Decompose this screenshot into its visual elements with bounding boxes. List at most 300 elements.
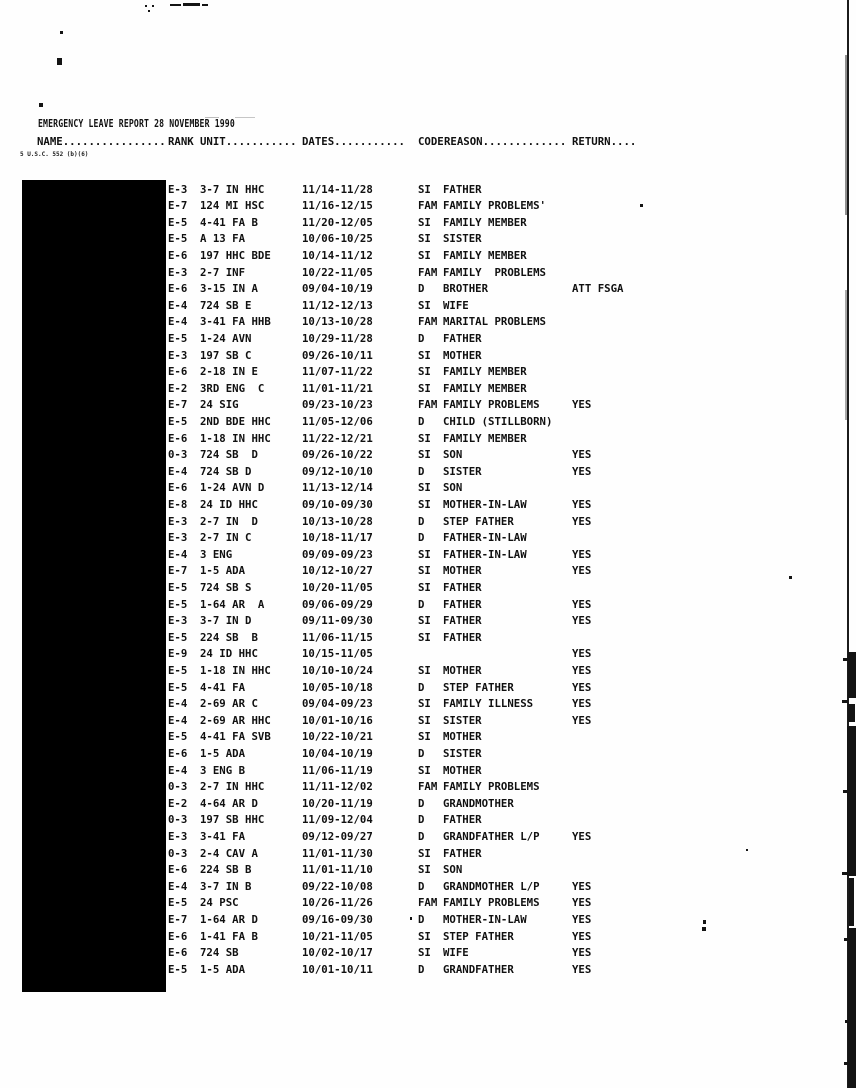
reason-cell: FATHER bbox=[443, 580, 482, 594]
return-cell: YES bbox=[572, 647, 592, 661]
code-cell: SI bbox=[418, 697, 431, 711]
code-cell: D bbox=[418, 796, 425, 810]
rank-cell: E-3 bbox=[168, 614, 188, 628]
table-row bbox=[0, 895, 856, 912]
dates-cell: 11/09-12/04 bbox=[302, 813, 373, 827]
code-cell: SI bbox=[418, 431, 431, 445]
dates-cell: 11/12-12/13 bbox=[302, 298, 373, 312]
rank-cell: E-4 bbox=[168, 298, 188, 312]
code-cell: SI bbox=[418, 448, 431, 462]
table-row bbox=[0, 397, 856, 414]
return-cell: YES bbox=[572, 697, 592, 711]
dates-cell: 10/13-10/28 bbox=[302, 514, 373, 528]
table-row bbox=[0, 580, 856, 597]
rank-cell: E-3 bbox=[168, 531, 188, 545]
dates-cell: 11/01-11/10 bbox=[302, 863, 373, 877]
rank-cell: E-7 bbox=[168, 398, 188, 412]
rank-cell: E-6 bbox=[168, 863, 188, 877]
unit-cell: 1-5 ADA bbox=[200, 746, 246, 760]
code-cell: SI bbox=[418, 215, 431, 229]
dates-cell: 11/20-12/05 bbox=[302, 215, 373, 229]
column-header-return: RETURN.... bbox=[572, 135, 637, 148]
reason-cell: STEP FATHER bbox=[443, 680, 514, 694]
dates-cell: 11/01-11/30 bbox=[302, 846, 373, 860]
rank-cell: E-3 bbox=[168, 829, 188, 843]
unit-cell: 197 HHC BDE bbox=[200, 248, 271, 262]
column-header-dates: DATES........... bbox=[302, 135, 405, 148]
reason-cell: MOTHER-IN-LAW bbox=[443, 497, 527, 511]
code-cell: SI bbox=[418, 232, 431, 246]
reason-cell: FAMILY PROBLEMS bbox=[443, 896, 540, 910]
table-row bbox=[0, 713, 856, 730]
dates-cell: 10/29-11/28 bbox=[302, 331, 373, 345]
reason-cell: GRANDFATHER bbox=[443, 962, 514, 976]
dates-cell: 10/20-11/19 bbox=[302, 796, 373, 810]
dates-cell: 11/01-11/21 bbox=[302, 381, 373, 395]
code-cell: D bbox=[418, 962, 425, 976]
return-cell: YES bbox=[572, 398, 592, 412]
rank-cell: E-9 bbox=[168, 647, 188, 661]
dates-cell: 10/05-10/18 bbox=[302, 680, 373, 694]
table-row bbox=[0, 464, 856, 481]
code-cell: SI bbox=[418, 630, 431, 644]
reason-cell: MOTHER bbox=[443, 663, 482, 677]
unit-cell: 3 ENG B bbox=[200, 763, 246, 777]
table-row bbox=[0, 414, 856, 431]
table-row bbox=[0, 945, 856, 962]
rank-cell: E-4 bbox=[168, 763, 188, 777]
reason-cell: FAMILY PROBLEMS bbox=[443, 398, 540, 412]
code-cell: SI bbox=[418, 564, 431, 578]
unit-cell: 24 ID HHC bbox=[200, 647, 258, 661]
rank-cell: E-2 bbox=[168, 381, 188, 395]
table-row bbox=[0, 381, 856, 398]
rank-cell: E-5 bbox=[168, 232, 188, 246]
reason-cell: FAMILY MEMBER bbox=[443, 431, 527, 445]
table-row bbox=[0, 962, 856, 979]
code-cell: FAM bbox=[418, 896, 438, 910]
reason-cell: SISTER bbox=[443, 232, 482, 246]
unit-cell: 3-7 IN D bbox=[200, 614, 252, 628]
page-edge-tick bbox=[844, 1062, 848, 1065]
scan-artifact bbox=[202, 4, 208, 6]
rank-cell: E-5 bbox=[168, 215, 188, 229]
reason-cell: MOTHER bbox=[443, 763, 482, 777]
rank-cell: E-3 bbox=[168, 348, 188, 362]
code-cell: SI bbox=[418, 348, 431, 362]
rank-cell: E-5 bbox=[168, 896, 188, 910]
dates-cell: 11/11-12/02 bbox=[302, 780, 373, 794]
code-cell: SI bbox=[418, 547, 431, 561]
unit-cell: 724 SB D bbox=[200, 448, 258, 462]
reason-cell: CHILD (STILLBORN) bbox=[443, 414, 553, 428]
code-cell: D bbox=[418, 597, 425, 611]
table-row bbox=[0, 480, 856, 497]
dates-cell: 10/02-10/17 bbox=[302, 946, 373, 960]
table-row bbox=[0, 846, 856, 863]
scan-artifact bbox=[152, 5, 154, 7]
scan-artifact bbox=[60, 31, 63, 34]
rank-cell: E-6 bbox=[168, 365, 188, 379]
table-row bbox=[0, 763, 856, 780]
reason-cell: WIFE bbox=[443, 946, 469, 960]
table-header-row bbox=[0, 135, 856, 149]
reason-cell: MARITAL PROBLEMS bbox=[443, 315, 546, 329]
dates-cell: 09/26-10/22 bbox=[302, 448, 373, 462]
code-cell: D bbox=[418, 464, 425, 478]
return-cell: YES bbox=[572, 514, 592, 528]
reason-cell: MOTHER bbox=[443, 348, 482, 362]
reason-cell: FAMILY PROBLEMS bbox=[443, 780, 540, 794]
code-cell: FAM bbox=[418, 315, 438, 329]
unit-cell: 24 SIG bbox=[200, 398, 239, 412]
table-row bbox=[0, 879, 856, 896]
return-cell: YES bbox=[572, 879, 592, 893]
reason-cell: FATHER bbox=[443, 331, 482, 345]
unit-cell: 2-7 IN HHC bbox=[200, 780, 265, 794]
code-cell: SI bbox=[418, 248, 431, 262]
unit-cell: 1-5 ADA bbox=[200, 564, 246, 578]
dates-cell: 10/13-10/28 bbox=[302, 315, 373, 329]
unit-cell: 1-24 AVN D bbox=[200, 481, 265, 495]
reason-cell: FAMILY MEMBER bbox=[443, 215, 527, 229]
unit-cell: 24 PSC bbox=[200, 896, 239, 910]
code-cell: SI bbox=[418, 730, 431, 744]
rank-cell: E-5 bbox=[168, 962, 188, 976]
unit-cell: 1-24 AVN bbox=[200, 331, 252, 345]
unit-cell: 224 SB B bbox=[200, 630, 258, 644]
return-cell: YES bbox=[572, 680, 592, 694]
dates-cell: 09/09-09/23 bbox=[302, 547, 373, 561]
report-title: EMERGENCY LEAVE REPORT 28 NOVEMBER 1990 bbox=[38, 117, 235, 130]
code-cell: SI bbox=[418, 763, 431, 777]
code-cell: FAM bbox=[418, 265, 438, 279]
code-cell: D bbox=[418, 879, 425, 893]
reason-cell: FATHER bbox=[443, 630, 482, 644]
table-row bbox=[0, 663, 856, 680]
reason-cell: MOTHER bbox=[443, 564, 482, 578]
reason-cell: MOTHER bbox=[443, 730, 482, 744]
rank-cell: E-8 bbox=[168, 497, 188, 511]
dates-cell: 10/22-11/05 bbox=[302, 265, 373, 279]
rank-cell: E-3 bbox=[168, 514, 188, 528]
code-cell: SI bbox=[418, 713, 431, 727]
dates-cell: 10/20-11/05 bbox=[302, 580, 373, 594]
dates-cell: 11/22-12/21 bbox=[302, 431, 373, 445]
unit-cell: 3-7 IN B bbox=[200, 879, 252, 893]
table-row bbox=[0, 729, 856, 746]
return-cell: YES bbox=[572, 829, 592, 843]
rank-cell: E-7 bbox=[168, 199, 188, 213]
return-cell: YES bbox=[572, 713, 592, 727]
rank-cell: E-6 bbox=[168, 481, 188, 495]
unit-cell: 2-69 AR C bbox=[200, 697, 258, 711]
reason-cell: FAMILY PROBLEMS' bbox=[443, 199, 546, 213]
reason-cell: FATHER bbox=[443, 813, 482, 827]
table-row bbox=[0, 746, 856, 763]
unit-cell: 124 MI HSC bbox=[200, 199, 265, 213]
table-row bbox=[0, 265, 856, 282]
reason-cell: SISTER bbox=[443, 464, 482, 478]
unit-cell: 3 ENG bbox=[200, 547, 233, 561]
rank-cell: E-5 bbox=[168, 580, 188, 594]
dates-cell: 10/01-10/11 bbox=[302, 962, 373, 976]
code-cell: SI bbox=[418, 580, 431, 594]
dates-cell: 10/21-11/05 bbox=[302, 929, 373, 943]
table-row bbox=[0, 447, 856, 464]
redaction-statute-note: 5 U.S.C. 552 (b)(6) bbox=[20, 150, 89, 158]
reason-cell: STEP FATHER bbox=[443, 514, 514, 528]
rank-cell: 0-3 bbox=[168, 448, 188, 462]
rank-cell: E-4 bbox=[168, 315, 188, 329]
reason-cell: SISTER bbox=[443, 713, 482, 727]
reason-cell: SON bbox=[443, 448, 463, 462]
table-row bbox=[0, 829, 856, 846]
dates-cell: 09/04-09/23 bbox=[302, 697, 373, 711]
return-cell: YES bbox=[572, 564, 592, 578]
table-row bbox=[0, 680, 856, 697]
dates-cell: 11/07-11/22 bbox=[302, 365, 373, 379]
rank-cell: E-6 bbox=[168, 746, 188, 760]
table-row bbox=[0, 182, 856, 199]
dates-cell: 10/04-10/19 bbox=[302, 746, 373, 760]
reason-cell: BROTHER bbox=[443, 282, 489, 296]
code-cell: SI bbox=[418, 663, 431, 677]
reason-cell: FATHER-IN-LAW bbox=[443, 531, 527, 545]
code-cell: D bbox=[418, 680, 425, 694]
unit-cell: 24 ID HHC bbox=[200, 497, 258, 511]
reason-cell: WIFE bbox=[443, 298, 469, 312]
reason-cell: FAMILY MEMBER bbox=[443, 248, 527, 262]
scan-artifact bbox=[39, 103, 43, 107]
rank-cell: E-7 bbox=[168, 912, 188, 926]
reason-cell: FATHER bbox=[443, 614, 482, 628]
reason-cell: STEP FATHER bbox=[443, 929, 514, 943]
column-header-rank: RANK bbox=[168, 135, 194, 148]
code-cell: FAM bbox=[418, 780, 438, 794]
rank-cell: E-5 bbox=[168, 597, 188, 611]
scan-artifact bbox=[148, 10, 150, 12]
table-row bbox=[0, 497, 856, 514]
code-cell: D bbox=[418, 414, 425, 428]
rank-cell: E-4 bbox=[168, 547, 188, 561]
table-row bbox=[0, 364, 856, 381]
dates-cell: 09/12-09/27 bbox=[302, 829, 373, 843]
rank-cell: E-5 bbox=[168, 331, 188, 345]
table-row bbox=[0, 231, 856, 248]
reason-cell: SISTER bbox=[443, 746, 482, 760]
reason-cell: FATHER bbox=[443, 182, 482, 196]
return-cell: YES bbox=[572, 912, 592, 926]
table-row bbox=[0, 779, 856, 796]
dates-cell: 10/01-10/16 bbox=[302, 713, 373, 727]
reason-cell: GRANDMOTHER bbox=[443, 796, 514, 810]
rank-cell: E-6 bbox=[168, 431, 188, 445]
table-row bbox=[0, 812, 856, 829]
page-edge-tick bbox=[845, 1020, 848, 1023]
reason-cell: FATHER bbox=[443, 846, 482, 860]
return-cell: YES bbox=[572, 497, 592, 511]
rank-cell: E-4 bbox=[168, 697, 188, 711]
rank-cell: E-3 bbox=[168, 265, 188, 279]
table-row bbox=[0, 563, 856, 580]
table-row bbox=[0, 929, 856, 946]
rank-cell: E-6 bbox=[168, 929, 188, 943]
rank-cell: E-6 bbox=[168, 946, 188, 960]
dates-cell: 11/05-12/06 bbox=[302, 414, 373, 428]
table-row bbox=[0, 547, 856, 564]
dates-cell: 11/06-11/15 bbox=[302, 630, 373, 644]
return-cell: YES bbox=[572, 663, 592, 677]
unit-cell: 2-7 IN D bbox=[200, 514, 258, 528]
scan-artifact bbox=[170, 4, 181, 6]
code-cell: SI bbox=[418, 365, 431, 379]
unit-cell: 724 SB S bbox=[200, 580, 252, 594]
unit-cell: 197 SB C bbox=[200, 348, 252, 362]
table-row bbox=[0, 630, 856, 647]
dates-cell: 10/12-10/27 bbox=[302, 564, 373, 578]
scan-artifact bbox=[235, 117, 255, 118]
reason-cell: SON bbox=[443, 863, 463, 877]
reason-cell: FAMILY MEMBER bbox=[443, 381, 527, 395]
dates-cell: 10/26-11/26 bbox=[302, 896, 373, 910]
dates-cell: 09/04-10/19 bbox=[302, 282, 373, 296]
scan-artifact bbox=[145, 5, 147, 7]
dates-cell: 10/15-11/05 bbox=[302, 647, 373, 661]
rank-cell: 0-3 bbox=[168, 846, 188, 860]
code-cell: SI bbox=[418, 946, 431, 960]
code-cell: D bbox=[418, 746, 425, 760]
unit-cell: 4-41 FA bbox=[200, 680, 246, 694]
scan-artifact bbox=[183, 3, 200, 6]
rank-cell: E-4 bbox=[168, 464, 188, 478]
return-cell: YES bbox=[572, 962, 592, 976]
reason-cell: GRANDMOTHER L/P bbox=[443, 879, 540, 893]
table-row bbox=[0, 281, 856, 298]
unit-cell: 3-7 IN HHC bbox=[200, 182, 265, 196]
reason-cell: FAMILY PROBLEMS bbox=[443, 265, 546, 279]
code-cell: SI bbox=[418, 381, 431, 395]
dates-cell: 09/12-10/10 bbox=[302, 464, 373, 478]
rank-cell: E-4 bbox=[168, 713, 188, 727]
return-cell: YES bbox=[572, 614, 592, 628]
dates-cell: 09/10-09/30 bbox=[302, 497, 373, 511]
unit-cell: 724 SB E bbox=[200, 298, 252, 312]
table-row bbox=[0, 597, 856, 614]
unit-cell: 1-18 IN HHC bbox=[200, 663, 271, 677]
code-cell: D bbox=[418, 514, 425, 528]
rank-cell: E-5 bbox=[168, 663, 188, 677]
code-cell: D bbox=[418, 331, 425, 345]
table-row bbox=[0, 314, 856, 331]
reason-cell: FATHER bbox=[443, 597, 482, 611]
table-row bbox=[0, 696, 856, 713]
unit-cell: A 13 FA bbox=[200, 232, 246, 246]
return-cell: YES bbox=[572, 896, 592, 910]
code-cell: FAM bbox=[418, 398, 438, 412]
table-row bbox=[0, 514, 856, 531]
code-cell: FAM bbox=[418, 199, 438, 213]
table-row bbox=[0, 215, 856, 232]
unit-cell: 724 SB D bbox=[200, 464, 252, 478]
unit-cell: 197 SB HHC bbox=[200, 813, 265, 827]
return-cell: YES bbox=[572, 597, 592, 611]
reason-cell: FAMILY MEMBER bbox=[443, 365, 527, 379]
unit-cell: 224 SB B bbox=[200, 863, 252, 877]
table-row bbox=[0, 613, 856, 630]
code-cell: D bbox=[418, 531, 425, 545]
unit-cell: 3-41 FA HHB bbox=[200, 315, 271, 329]
unit-cell: 4-41 FA SVB bbox=[200, 730, 271, 744]
dates-cell: 11/16-12/15 bbox=[302, 199, 373, 213]
table-row bbox=[0, 198, 856, 215]
table-row bbox=[0, 431, 856, 448]
unit-cell: 4-41 FA B bbox=[200, 215, 258, 229]
dates-cell: 10/06-10/25 bbox=[302, 232, 373, 246]
return-cell: YES bbox=[572, 946, 592, 960]
dates-cell: 10/10-10/24 bbox=[302, 663, 373, 677]
code-cell: D bbox=[418, 813, 425, 827]
unit-cell: 2-7 IN C bbox=[200, 531, 252, 545]
dates-cell: 09/23-10/23 bbox=[302, 398, 373, 412]
dates-cell: 09/22-10/08 bbox=[302, 879, 373, 893]
code-cell: D bbox=[418, 829, 425, 843]
rank-cell: E-5 bbox=[168, 730, 188, 744]
code-cell: SI bbox=[418, 846, 431, 860]
rank-cell: 0-3 bbox=[168, 780, 188, 794]
column-header-unit: UNIT........... bbox=[200, 135, 297, 148]
unit-cell: 3-41 FA bbox=[200, 829, 246, 843]
unit-cell: 2ND BDE HHC bbox=[200, 414, 271, 428]
rank-cell: E-6 bbox=[168, 248, 188, 262]
rank-cell: 0-3 bbox=[168, 813, 188, 827]
table-row bbox=[0, 248, 856, 265]
dates-cell: 10/14-11/12 bbox=[302, 248, 373, 262]
column-header-reason: REASON............. bbox=[444, 135, 567, 148]
dates-cell: 11/13-12/14 bbox=[302, 481, 373, 495]
table-row bbox=[0, 862, 856, 879]
rank-cell: E-5 bbox=[168, 680, 188, 694]
unit-cell: 2-69 AR HHC bbox=[200, 713, 271, 727]
unit-cell: 3RD ENG C bbox=[200, 381, 265, 395]
unit-cell: 1-41 FA B bbox=[200, 929, 258, 943]
dates-cell: 09/11-09/30 bbox=[302, 614, 373, 628]
table-row bbox=[0, 912, 856, 929]
rank-cell: E-3 bbox=[168, 182, 188, 196]
code-cell: D bbox=[418, 912, 425, 926]
dates-cell: 10/22-10/21 bbox=[302, 730, 373, 744]
return-cell: YES bbox=[572, 547, 592, 561]
table-row bbox=[0, 298, 856, 315]
scan-artifact bbox=[57, 58, 62, 65]
reason-cell: FATHER-IN-LAW bbox=[443, 547, 527, 561]
code-cell: SI bbox=[418, 929, 431, 943]
rank-cell: E-7 bbox=[168, 564, 188, 578]
unit-cell: 1-64 AR D bbox=[200, 912, 258, 926]
table-row bbox=[0, 796, 856, 813]
rank-cell: E-5 bbox=[168, 414, 188, 428]
table-row bbox=[0, 348, 856, 365]
rank-cell: E-2 bbox=[168, 796, 188, 810]
unit-cell: 1-18 IN HHC bbox=[200, 431, 271, 445]
unit-cell: 2-7 INF bbox=[200, 265, 246, 279]
code-cell: D bbox=[418, 282, 425, 296]
unit-cell: 2-18 IN E bbox=[200, 365, 258, 379]
unit-cell: 1-64 AR A bbox=[200, 597, 265, 611]
code-cell: SI bbox=[418, 497, 431, 511]
dates-cell: 09/26-10/11 bbox=[302, 348, 373, 362]
return-cell: YES bbox=[572, 464, 592, 478]
